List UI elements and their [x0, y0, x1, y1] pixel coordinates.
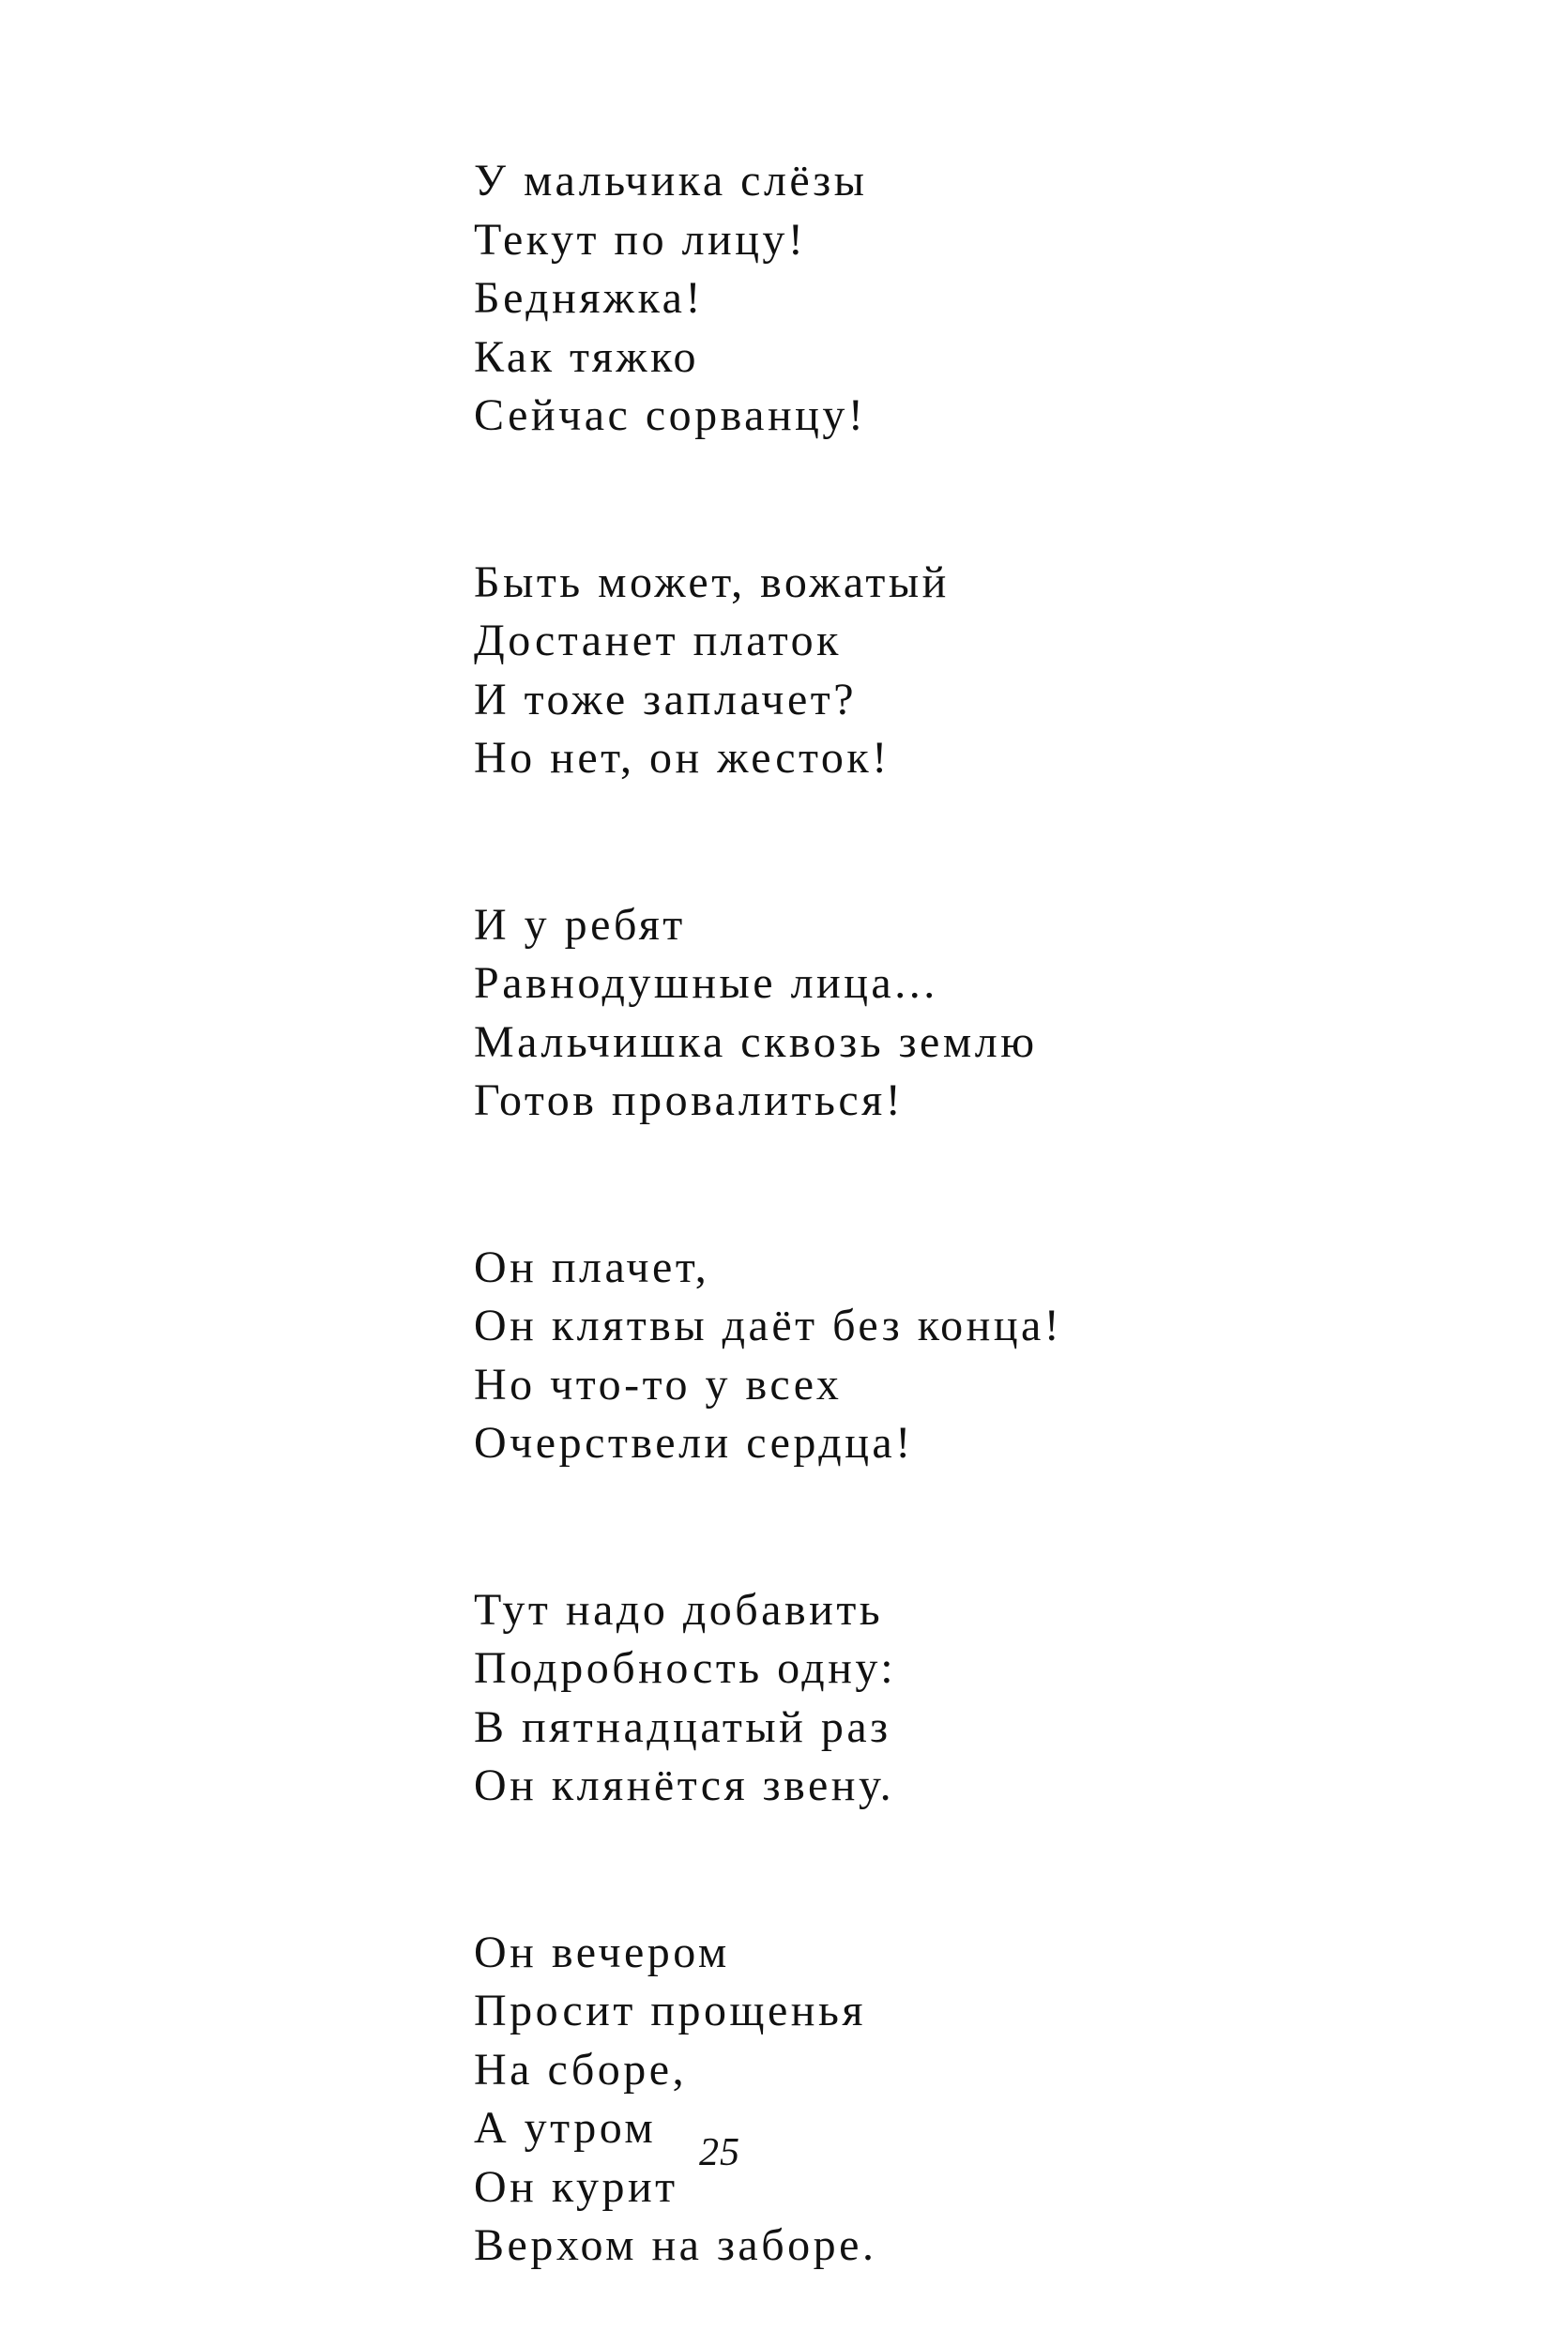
stanza-1 [474, 152, 1459, 446]
poem-line: А утром [474, 2103, 657, 2153]
poem-line: Как тяжко [474, 331, 699, 382]
stanza-5 [474, 1581, 1459, 1816]
poem-line: Достанет платок [474, 616, 842, 665]
poem-line: Просит прощенья [474, 1986, 866, 2035]
poem-line: Тут надо добавить [474, 1584, 884, 1635]
poem-line: Но что-то у всех [474, 1359, 843, 1410]
poem-line: Текут по лицу! [474, 214, 807, 265]
poem-line: Он плачет, [474, 1242, 710, 1292]
stanza-2 [474, 554, 1459, 788]
poem-line: Быть может, вожатый [474, 556, 950, 607]
page-number: 25 [699, 2131, 740, 2174]
stanza-6 [474, 1924, 1459, 2276]
poem-line: Он клятвы даёт без конца! [474, 1301, 1063, 1350]
poem-line: И у ребят [474, 899, 686, 950]
poem [474, 152, 1459, 2276]
poem-line: Подробность одну: [474, 1643, 897, 1693]
poem-line: Но нет, он жесток! [474, 733, 891, 783]
stanza-4 [474, 1239, 1459, 1473]
poem-line: На сборе, [474, 2044, 688, 2095]
poem-line: Готов провалиться! [474, 1075, 905, 1125]
poem-line: Сейчас сорванцу! [474, 390, 867, 440]
poem-line: Он курит [474, 2161, 678, 2212]
poem-line: У мальчика слёзы [474, 156, 868, 206]
poem-line: В пятнадцатый раз [474, 1701, 891, 1752]
poem-line: Он вечером [474, 1927, 730, 1977]
poem-line: Равнодушные лица... [474, 958, 938, 1008]
poem-line: Верхом на заборе. [474, 2220, 877, 2270]
poem-line: И тоже заплачет? [474, 674, 858, 724]
poem-line: Очерствели сердца! [474, 1418, 914, 1468]
poem-line: Мальчишка сквозь землю [474, 1016, 1038, 1067]
poem-line: Он клянётся звену. [474, 1760, 895, 1810]
stanza-3 [474, 896, 1459, 1131]
poem-line: Бедняжка! [474, 273, 704, 323]
